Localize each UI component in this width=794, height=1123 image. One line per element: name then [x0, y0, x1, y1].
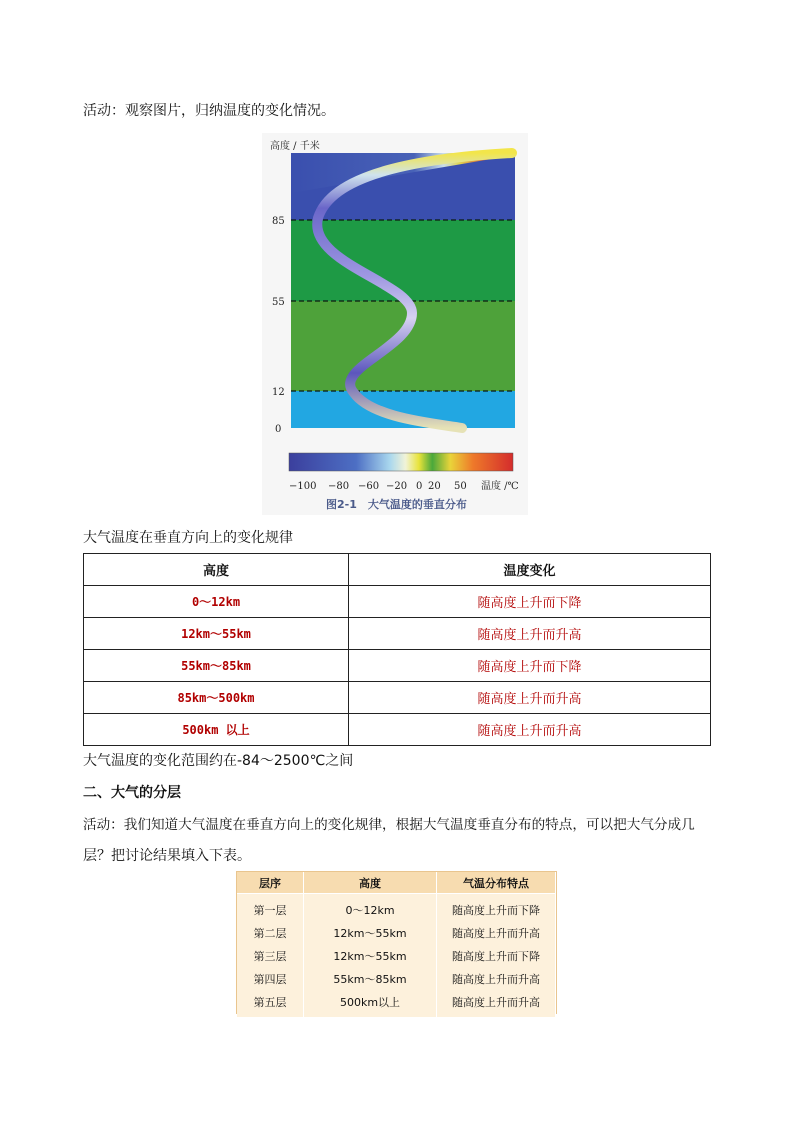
table-row	[84, 618, 711, 650]
height-cell: 12km～55km	[84, 618, 349, 650]
stratosphere-layer	[291, 301, 515, 391]
colorbar-tick-20: 20	[428, 481, 441, 492]
mesosphere-layer	[291, 220, 515, 301]
y-axis-title: 高度 / 千米	[270, 141, 320, 152]
feature-cell: 随高度上升而升高	[437, 921, 556, 944]
table-row	[237, 990, 556, 1017]
height-cell: 500km 以上	[84, 714, 349, 746]
column-header-temp-change: 温度变化	[349, 554, 711, 586]
height-cell: 55km～85km	[304, 967, 437, 990]
height-cell: 0～12km	[84, 586, 349, 618]
figure-caption: 图2-1 大气温度的垂直分布	[326, 498, 467, 511]
table1-title: 大气温度在垂直方向上的变化规律	[83, 530, 293, 546]
table-row	[237, 894, 556, 922]
activity-2-line-2: 层？把讨论结果填入下表。	[83, 848, 251, 864]
feature-cell: 随高度上升而升高	[437, 967, 556, 990]
colorbar-unit: 温度 /℃	[481, 481, 519, 492]
colorbar-tick-neg80: −80	[328, 481, 350, 492]
table-header-row	[237, 872, 556, 894]
colorbar-tick-0: 0	[416, 481, 423, 492]
column-header-feature: 气温分布特点	[437, 872, 556, 894]
change-cell: 随高度上升而升高	[349, 714, 711, 746]
atmosphere-layers-table	[237, 872, 556, 1017]
temperature-vertical-distribution-figure	[262, 133, 528, 515]
height-cell: 55km～85km	[84, 650, 349, 682]
activity-1-text: 活动：观察图片，归纳温度的变化情况。	[83, 103, 335, 119]
temperature-colorbar	[289, 453, 513, 471]
height-cell: 500km以上	[304, 990, 437, 1017]
column-header-height: 高度	[304, 872, 437, 894]
layer-cell: 第一层	[237, 894, 304, 922]
column-header-layer: 层序	[237, 872, 304, 894]
y-tick-0: 0	[275, 424, 282, 435]
section-2-title: 二、大气的分层	[83, 785, 181, 801]
colorbar-tick-neg20: −20	[386, 481, 408, 492]
table-row	[84, 586, 711, 618]
colorbar-tick-neg100: −100	[289, 481, 317, 492]
height-cell: 12km～55km	[304, 944, 437, 967]
layer-cell: 第五层	[237, 990, 304, 1017]
y-tick-85: 85	[272, 216, 285, 227]
activity-2-line-1: 活动：我们知道大气温度在垂直方向上的变化规律，根据大气温度垂直分布的特点，可以把大气分成几	[83, 817, 695, 833]
layer-cell: 第四层	[237, 967, 304, 990]
layer-cell: 第二层	[237, 921, 304, 944]
height-cell: 12km～55km	[304, 921, 437, 944]
change-cell: 随高度上升而升高	[349, 682, 711, 714]
change-cell: 随高度上升而下降	[349, 586, 711, 618]
height-cell: 85km～500km	[84, 682, 349, 714]
feature-cell: 随高度上升而升高	[437, 990, 556, 1017]
table-row	[84, 714, 711, 746]
table-header-row	[84, 554, 711, 586]
feature-cell: 随高度上升而下降	[437, 894, 556, 922]
change-cell: 随高度上升而升高	[349, 618, 711, 650]
table-row	[237, 944, 556, 967]
y-tick-12: 12	[272, 387, 285, 398]
table-row	[237, 921, 556, 944]
y-tick-55: 55	[272, 297, 285, 308]
height-cell: 0～12km	[304, 894, 437, 922]
column-header-height: 高度	[84, 554, 349, 586]
feature-cell: 随高度上升而下降	[437, 944, 556, 967]
temperature-range-text: 大气温度的变化范围约在-84～2500℃之间	[83, 753, 354, 769]
change-cell: 随高度上升而下降	[349, 650, 711, 682]
colorbar-tick-neg60: −60	[358, 481, 380, 492]
layer-cell: 第三层	[237, 944, 304, 967]
table-row	[84, 650, 711, 682]
temperature-change-table	[83, 553, 711, 746]
table-row	[237, 967, 556, 990]
table-row	[84, 682, 711, 714]
colorbar-tick-50: 50	[454, 481, 467, 492]
